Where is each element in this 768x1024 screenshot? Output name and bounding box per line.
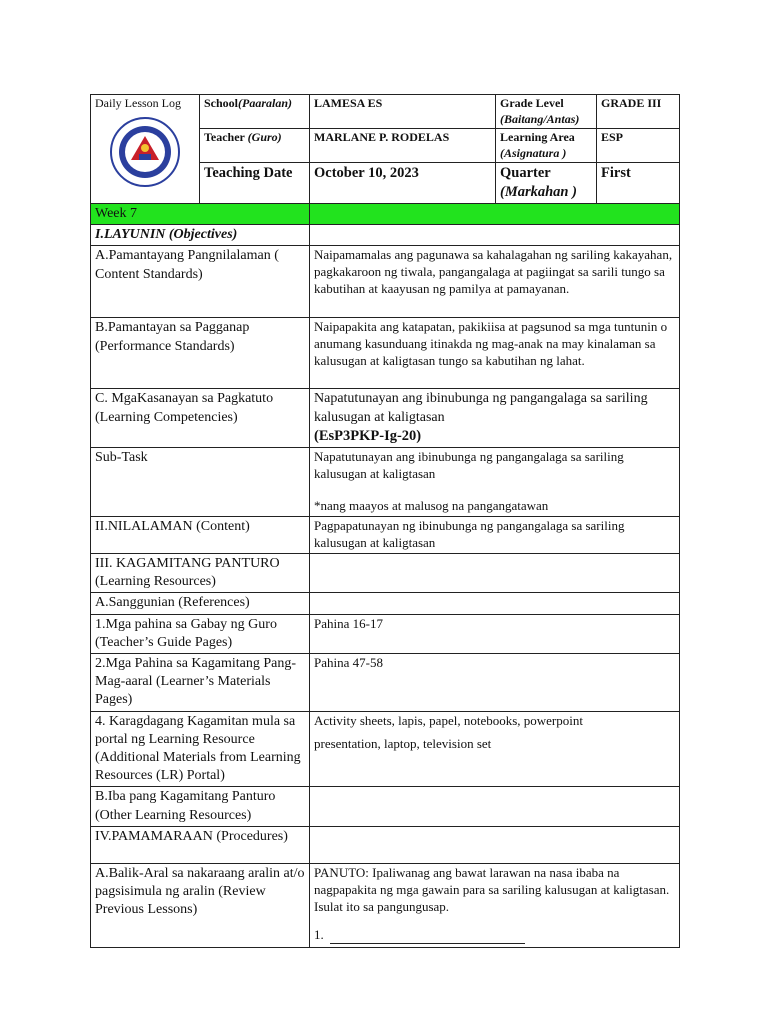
quarter-value: First [597,163,680,204]
review-cell [310,863,680,947]
date-value: October 10, 2023 [310,163,496,204]
resources-label: III. KAGAMITANG PANTURO (Learning Resources) [91,554,310,593]
teacher-value: MARLANE P. RODELAS [310,129,496,163]
lr-portal-cell [310,711,680,787]
subtask-cell [310,447,680,517]
subtask-note: *nang maayos at malusog na pangangatawan [314,498,549,514]
teacher-label-fil: (Guro) [247,130,282,145]
subtask-value: Napatutunayan ang ibinubunga ng pangangalaga sa sariling kalusugan at kaligtasan [314,448,624,481]
lr-portal-value-2: presentation, laptop, television set [314,735,492,751]
procedures-label: IV.PAMAMARAAN (Procedures) [91,826,310,863]
grade-label: Grade Level [500,96,564,110]
performance-standards-label: B.Pamantayan sa Pagganap (Performance Standards) [91,318,310,389]
content-standards-label: A.Pamantayang Pangnilalaman ( Content Standards) [91,246,310,318]
school-label-cell [200,95,310,129]
teachers-guide-label: 1.Mga pahina sa Gabay ng Guro (Teacher’s Guide Pages) [91,614,310,653]
other-resources-label: B.Iba pang Kagamitang Panturo (Other Learning Resources) [91,787,310,826]
area-value: ESP [597,129,680,163]
learners-materials-label: 2.Mga Pahina sa Kagamitang Pang-Mag-aaral (Learner’s Materials Pages) [91,654,310,712]
teacher-label: Teacher [204,130,248,145]
teacher-label-cell [200,129,310,163]
dll-table [90,94,680,948]
quarter-label-fil: (Markahan ) [500,184,577,201]
references-label: A.Sanggunian (References) [91,593,310,614]
lr-portal-value-1: Activity sheets, lapis, papel, notebooks, powerpoint [314,712,583,728]
learners-materials-value: Pahina 47-58 [310,654,680,712]
school-label-fil: (Paaralan) [238,96,293,110]
competency-code: (EsP3PKP-Ig-20) [314,427,422,444]
content-value: Pagpapatunayan ng ibinubunga ng pangangalaga sa sariling kalusugan at kaligtasan [310,517,680,554]
week-band [310,204,680,225]
area-label-cell [496,129,597,163]
school-label: School [204,96,239,110]
daily-lesson-log [90,94,679,948]
review-item-number: 1. [314,927,324,943]
week-label: Week 7 [91,204,310,225]
deped-seal-icon [109,116,181,188]
review-instructions: PANUTO: Ipaliwanag ang bawat larawan na nasa ibaba na nagpapakita ng mga gawain para sa sariling kalusugan at kaligtasan. Isulat ito sa pangungusap. [314,864,670,914]
answer-blank [330,931,525,944]
content-label: II.NILALAMAN (Content) [91,517,310,554]
subtask-label: Sub-Task [91,447,310,517]
school-value: LAMESA ES [310,95,496,129]
competencies-label: C. MgaKasanayan sa Pagkatuto (Learning Competencies) [91,389,310,447]
quarter-label-cell [496,163,597,204]
area-label: Learning Area [500,130,575,145]
quarter-label: Quarter [500,165,551,182]
competencies-cell [310,389,680,447]
review-label: A.Balik-Aral sa nakaraang aralin at/o pagsisimula ng aralin (Review Previous Lessons) [91,863,310,947]
grade-label-cell [496,95,597,129]
dll-logo-cell [91,95,200,204]
grade-label-fil: (Baitang/Antas) [500,111,580,126]
content-standards-value: Naipamamalas ang pagunawa sa kahalagahan ng sariling kakayahan, pagkakaroon ng tiwala, pangangalaga at pagiingat sa sarili tungo sa kabutihan at kaayusan ng pamilya at pamayanan. [310,246,680,318]
performance-standards-value: Naipapakita ang katapatan, pakikiisa at pagsunod sa mga tuntunin o anumang kasunduang itinakda ng mag-anak na may kinalaman sa kalusugan at kaligtasan tungo sa kabutihan ng lahat. [310,318,680,389]
competencies-value: Napatutunayan ang ibinubunga ng pangangalaga sa sariling kalusugan at kaligtasan [314,391,648,425]
objectives-heading: I.LAYUNIN (Objectives) [91,225,310,246]
lr-portal-label: 4. Karagdagang Kagamitan mula sa portal ng Learning Resource (Additional Materials from Learning Resources (LR) Portal) [91,711,310,787]
date-label: Teaching Date [200,163,310,204]
area-label-fil: (Asignatura ) [500,145,567,160]
review-item-1 [314,927,675,944]
grade-value: GRADE III [597,95,680,129]
dll-label: Daily Lesson Log [95,96,181,110]
teachers-guide-value: Pahina 16-17 [310,614,680,653]
